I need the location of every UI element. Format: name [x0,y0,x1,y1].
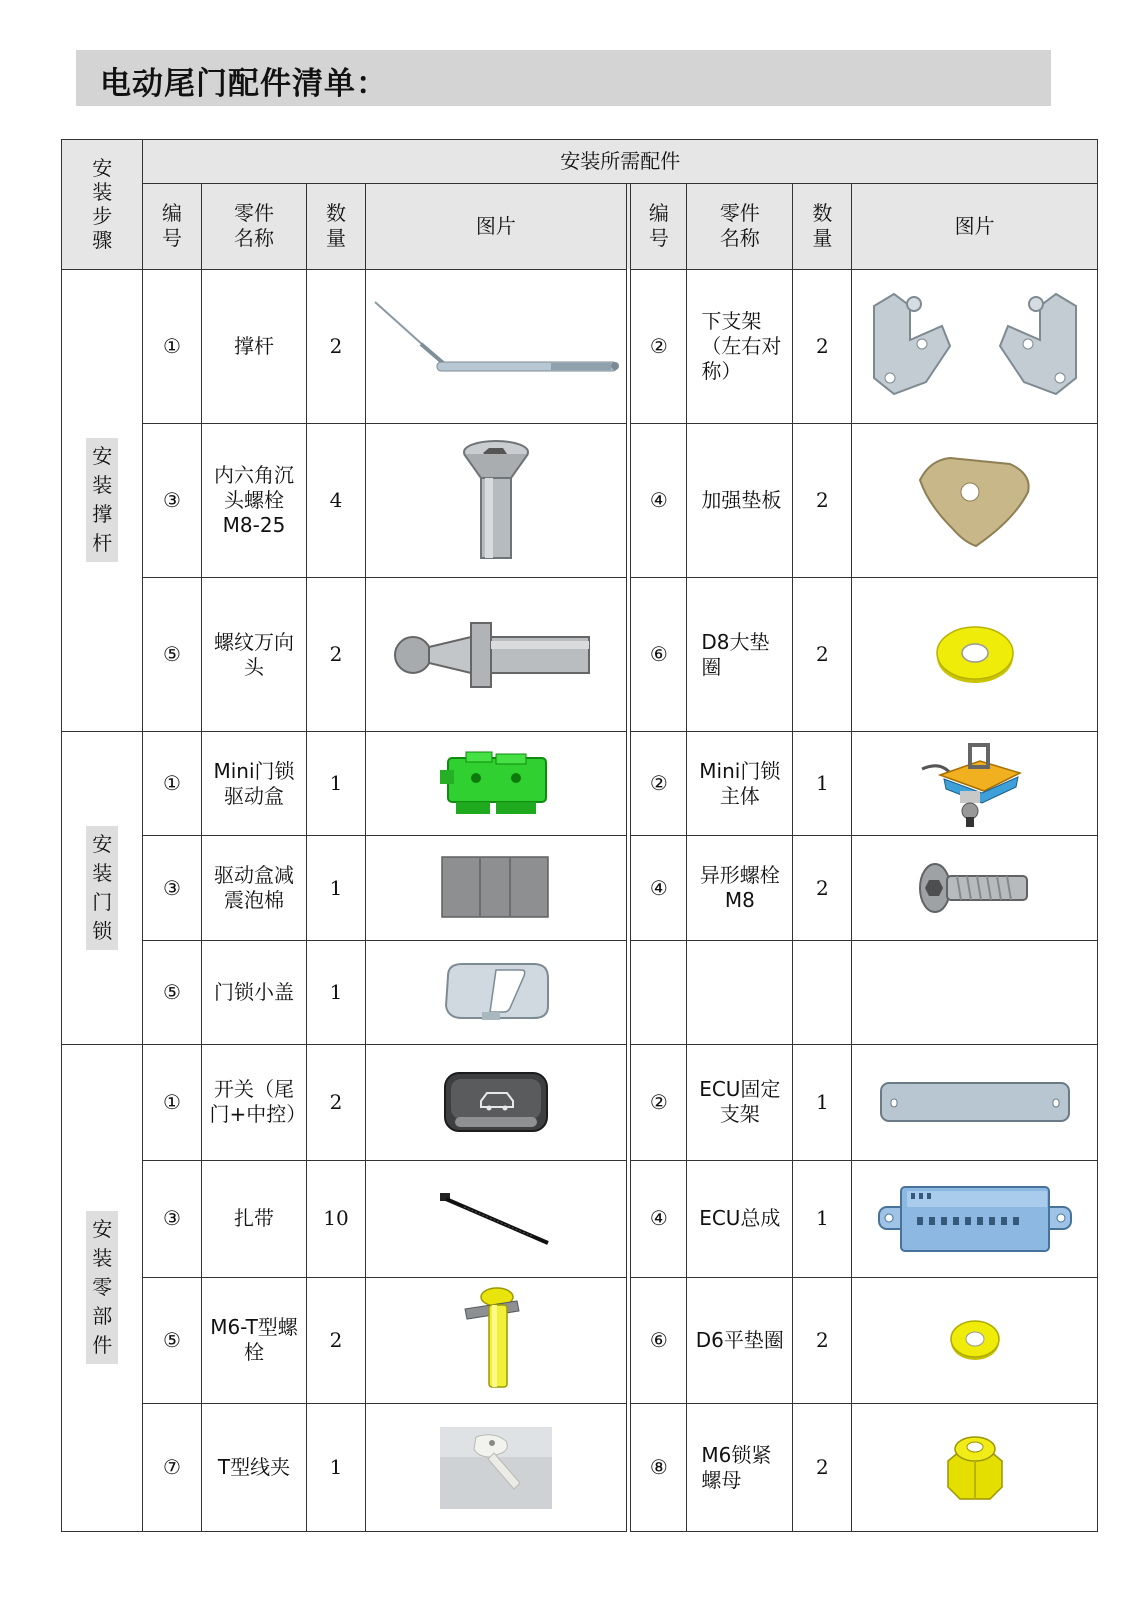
part-image-cell [852,423,1098,577]
part-name: 下支架（左右对称） [687,269,793,423]
empty-cell [631,940,687,1044]
part-qty: 2 [793,269,852,423]
part-name: M6锁紧螺母 [687,1404,793,1532]
part-name: Mini门锁驱动盒 [201,732,307,836]
ecu-bracket-image [877,1077,1073,1127]
part-image-cell [365,578,627,732]
part-image-cell [852,732,1098,836]
part-name: M6-T型螺栓 [201,1277,307,1404]
col-name-header: 零件 名称 [687,183,793,269]
step-cell [62,732,143,1044]
part-number: ⑤ [143,940,201,1044]
ecu-assembly-image [877,1183,1073,1255]
col-pic-header: 图片 [852,183,1098,269]
col-name-header: 零件 名称 [201,183,307,269]
part-image-cell [852,1161,1098,1277]
part-image-cell [365,423,627,577]
part-image-cell [365,1044,627,1160]
part-number: ③ [143,836,201,940]
part-number: ③ [143,1161,201,1277]
part-name: 螺纹万向头 [201,578,307,732]
part-name: 开关（尾门+中控） [201,1044,307,1160]
part-name: ECU总成 [687,1161,793,1277]
part-image-cell [852,578,1098,732]
switch-image [441,1067,551,1137]
part-name: 撑杆 [201,269,307,423]
part-number: ⑧ [631,1404,687,1532]
table-row [62,1044,1098,1160]
col-qty-header: 数 量 [793,183,852,269]
table-row [62,269,1098,423]
empty-cell [793,940,852,1044]
part-qty: 2 [793,1277,852,1404]
part-qty: 2 [307,1277,365,1404]
step-label: 安装撑杆 [86,438,118,562]
empty-cell [687,940,793,1044]
part-number: ① [143,1044,201,1160]
part-qty: 1 [307,732,365,836]
table-row [62,1277,1098,1404]
step-cell [62,1044,143,1531]
part-number: ⑦ [143,1404,201,1532]
part-number: ⑥ [631,1277,687,1404]
parts-header: 安装所需配件 [143,140,1098,184]
part-qty: 2 [793,423,852,577]
part-qty: 10 [307,1161,365,1277]
table-row [62,1161,1098,1277]
part-number: ① [143,269,201,423]
t-bolt-image [461,1285,531,1395]
part-qty: 1 [307,836,365,940]
part-image-cell [365,1161,627,1277]
part-image-cell [852,1277,1098,1404]
step-label: 安装门锁 [86,826,118,950]
part-qty: 4 [307,423,365,577]
part-name: 异形螺栓M8 [687,836,793,940]
part-image-cell [365,1404,627,1532]
wire-clip-image [440,1427,552,1509]
part-qty: 2 [307,1044,365,1160]
lower-bracket-image [860,286,1090,406]
part-qty: 2 [307,578,365,732]
large-washer-image [930,620,1020,690]
col-no-header: 编 号 [143,183,201,269]
step-label: 安装零部件 [86,1211,118,1364]
part-qty: 2 [793,578,852,732]
part-number: ⑤ [143,1277,201,1404]
part-image-cell [365,732,627,836]
part-number: ⑥ [631,578,687,732]
part-qty: 2 [793,836,852,940]
part-image-cell [852,836,1098,940]
strut-rod-image [371,296,621,396]
countersunk-bolt-image [451,438,541,563]
special-bolt-image [917,860,1032,916]
lock-nut-image [940,1431,1010,1505]
table-row [62,578,1098,732]
part-number: ④ [631,423,687,577]
table-row [62,940,1098,1044]
part-name: 驱动盒减震泡棉 [201,836,307,940]
part-image-cell [365,1277,627,1404]
part-name: ECU固定支架 [687,1044,793,1160]
part-qty: 1 [793,1161,852,1277]
part-image-cell [852,1404,1098,1532]
part-image-cell [365,940,627,1044]
title-bar [76,50,1051,106]
part-name: 门锁小盖 [201,940,307,1044]
part-name: Mini门锁主体 [687,732,793,836]
part-number: ② [631,269,687,423]
parts-table [61,139,1098,1532]
part-qty: 2 [307,269,365,423]
step-header: 安装步骤 [92,155,113,252]
lock-cover-image [438,960,554,1024]
part-name: 加强垫板 [687,423,793,577]
col-pic-header: 图片 [365,183,627,269]
part-number: ④ [631,1161,687,1277]
table-row [62,1404,1098,1532]
part-name: D6平垫圈 [687,1277,793,1404]
part-image-cell [852,1044,1098,1160]
reinforcement-plate-image [910,450,1040,550]
step-header-cell [62,140,143,270]
lock-body-image [920,739,1030,829]
part-qty: 1 [793,732,852,836]
part-name: 内六角沉头螺栓M8-25 [201,423,307,577]
part-image-cell [852,269,1098,423]
table-row [62,836,1098,940]
cable-tie-image [436,1189,556,1249]
part-number: ① [143,732,201,836]
part-number: ④ [631,836,687,940]
part-name: 扎带 [201,1161,307,1277]
part-image-cell [365,836,627,940]
part-image-cell [365,269,627,423]
foam-pad-image [440,855,552,921]
lock-actuator-image [436,748,556,820]
ball-joint-stud-image [391,615,601,695]
flat-washer-image [945,1315,1005,1365]
table-row [62,423,1098,577]
part-name: T型线夹 [201,1404,307,1532]
part-qty: 2 [793,1404,852,1532]
part-number: ② [631,1044,687,1160]
table-row [62,732,1098,836]
part-number: ⑤ [143,578,201,732]
part-number: ② [631,732,687,836]
page-title: 电动尾门配件清单： [100,66,388,102]
empty-cell [852,940,1098,1044]
part-qty: 1 [307,1404,365,1532]
col-qty-header: 数 量 [307,183,365,269]
step-cell [62,269,143,732]
part-qty: 1 [307,940,365,1044]
part-number: ③ [143,423,201,577]
part-name: D8大垫圈 [687,578,793,732]
col-no-header: 编 号 [631,183,687,269]
part-qty: 1 [793,1044,852,1160]
